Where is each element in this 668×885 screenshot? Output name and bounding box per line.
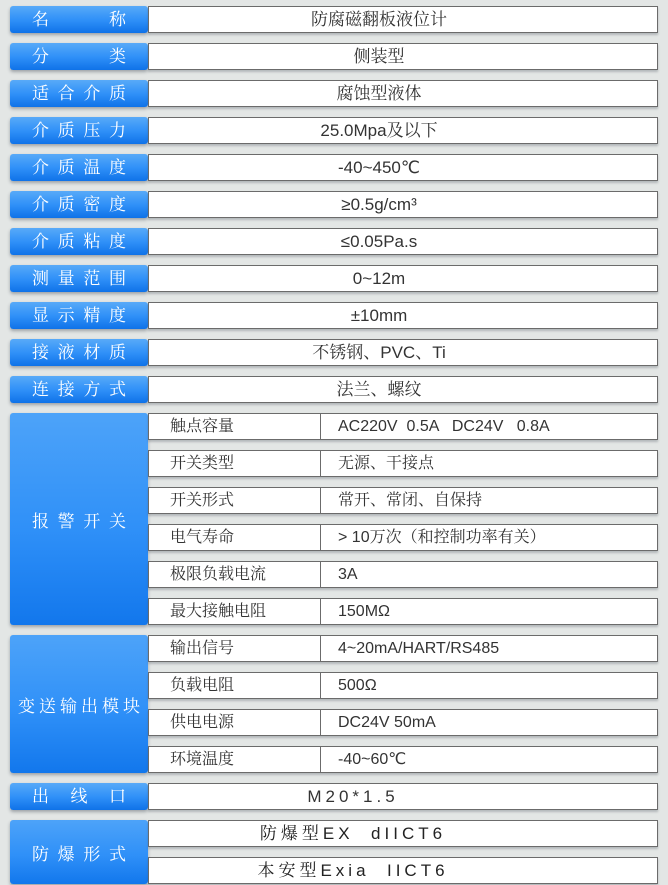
row-label: 出线口 bbox=[10, 783, 148, 810]
group-label bbox=[10, 820, 148, 884]
sub-row-value: AC220V 0.5A DC24V 0.8A bbox=[338, 418, 550, 435]
sub-row-name: 开关类型 bbox=[149, 451, 321, 476]
exproof-intrinsic-safety-value: 本安型Exia IICT6 bbox=[148, 857, 658, 884]
sub-row-power-supply bbox=[148, 709, 658, 736]
row-label: 分类 bbox=[10, 43, 148, 70]
sub-row-name: 电气寿命 bbox=[149, 525, 321, 550]
row-wetted-material bbox=[10, 339, 658, 366]
sub-row-max-contact-resistance bbox=[148, 598, 658, 625]
row-value: 不锈钢、PVC、Ti bbox=[148, 339, 658, 366]
row-measuring-range bbox=[10, 265, 658, 292]
sub-row-value: 4~20mA/HART/RS485 bbox=[338, 640, 500, 657]
sub-row-value: 150MΩ bbox=[338, 603, 390, 620]
sub-row-switch-type bbox=[148, 450, 658, 477]
explosion-proof-group bbox=[10, 820, 658, 884]
row-medium-density bbox=[10, 191, 658, 218]
row-medium-temperature bbox=[10, 154, 658, 181]
row-label: 适合介质 bbox=[10, 80, 148, 107]
sub-row-limit-load-current bbox=[148, 561, 658, 588]
group-label-text: 报警开关 bbox=[32, 511, 126, 531]
sub-row-ambient-temperature bbox=[148, 746, 658, 773]
sub-row-name: 开关形式 bbox=[149, 488, 321, 513]
row-cable-outlet bbox=[10, 783, 658, 810]
group-label-text: 防爆形式 bbox=[32, 844, 126, 864]
row-display-accuracy bbox=[10, 302, 658, 329]
sub-row-name: 最大接触电阻 bbox=[149, 599, 321, 624]
row-value: 0~12m bbox=[148, 265, 658, 292]
sub-row-value: -40~60℃ bbox=[338, 751, 407, 768]
row-label: 接液材质 bbox=[10, 339, 148, 366]
row-label: 介质温度 bbox=[10, 154, 148, 181]
sub-row-value: > 10万次（和控制功率有关） bbox=[338, 529, 546, 546]
row-label: 名称 bbox=[10, 6, 148, 33]
row-label: 连接方式 bbox=[10, 376, 148, 403]
row-label: 显示精度 bbox=[10, 302, 148, 329]
sub-row-value: 500Ω bbox=[338, 677, 377, 694]
group-label-text: 变送输出模块 bbox=[18, 696, 140, 716]
group-label bbox=[10, 635, 148, 773]
exproof-flameproof-value: 防爆型EX dIICT6 bbox=[148, 820, 658, 847]
row-medium-pressure bbox=[10, 117, 658, 144]
sub-row-load-resistance bbox=[148, 672, 658, 699]
row-label: 测量范围 bbox=[10, 265, 148, 292]
row-value: 侧装型 bbox=[148, 43, 658, 70]
sub-row-name: 负载电阻 bbox=[149, 673, 321, 698]
sub-row-value: DC24V 50mA bbox=[338, 714, 436, 731]
row-value: 防腐磁翻板液位计 bbox=[148, 6, 658, 33]
transmitter-output-rows bbox=[148, 635, 658, 773]
row-value: 25.0Mpa及以下 bbox=[148, 117, 658, 144]
sub-row-name: 极限负载电流 bbox=[149, 562, 321, 587]
sub-row-output-signal bbox=[148, 635, 658, 662]
alarm-switch-rows bbox=[148, 413, 658, 625]
alarm-switch-group bbox=[10, 413, 658, 625]
sub-row-value: 常开、常闭、自保持 bbox=[338, 492, 483, 509]
sub-row-name: 触点容量 bbox=[149, 414, 321, 439]
row-connection-type bbox=[10, 376, 658, 403]
explosion-proof-rows bbox=[148, 820, 658, 884]
row-medium-viscosity bbox=[10, 228, 658, 255]
row-value: -40~450℃ bbox=[148, 154, 658, 181]
sub-row-name: 输出信号 bbox=[149, 636, 321, 661]
row-label: 介质粘度 bbox=[10, 228, 148, 255]
sub-row-value: 3A bbox=[338, 566, 358, 583]
sub-row-contact-capacity bbox=[148, 413, 658, 440]
row-value: 法兰、螺纹 bbox=[148, 376, 658, 403]
sub-row-electrical-life bbox=[148, 524, 658, 551]
row-label: 介质密度 bbox=[10, 191, 148, 218]
row-value: ≤0.05Pa.s bbox=[148, 228, 658, 255]
row-value: ≥0.5g/cm³ bbox=[148, 191, 658, 218]
row-value: 腐蚀型液体 bbox=[148, 80, 658, 107]
row-value: M20*1.5 bbox=[148, 783, 658, 810]
transmitter-output-group bbox=[10, 635, 658, 773]
row-label: 介质压力 bbox=[10, 117, 148, 144]
sub-row-name: 供电电源 bbox=[149, 710, 321, 735]
sub-row-value: 无源、干接点 bbox=[338, 455, 435, 472]
sub-row-switch-form bbox=[148, 487, 658, 514]
group-label bbox=[10, 413, 148, 625]
row-product-name bbox=[10, 6, 658, 33]
sub-row-name: 环境温度 bbox=[149, 747, 321, 772]
row-suitable-medium bbox=[10, 80, 658, 107]
row-value: ±10mm bbox=[148, 302, 658, 329]
row-category bbox=[10, 43, 658, 70]
